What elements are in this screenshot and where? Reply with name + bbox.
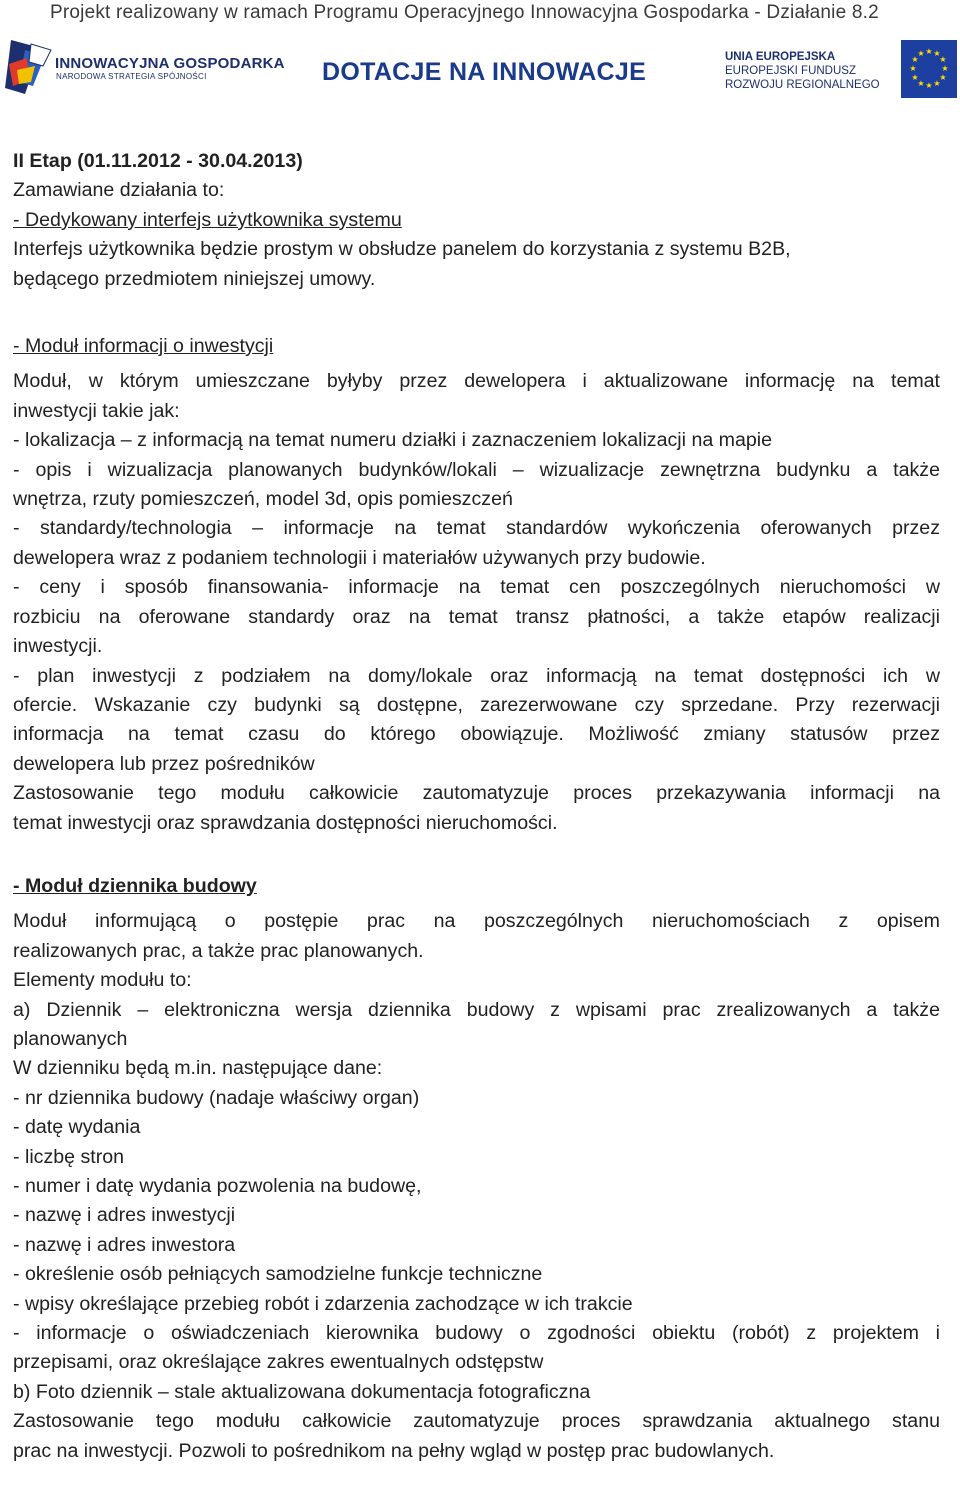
diary-line: przepisami, oraz określające zakres ewentualnych odstępstw (13, 1351, 544, 1374)
diary-line: Moduł informującą o postępie prac na poszczególnych nieruchomościach z opisem (13, 910, 940, 933)
diary-line: a) Dziennik – elektroniczna wersja dziennika budowy z wpisami prac zrealizowanych a także (13, 998, 940, 1021)
diary-line: - informacje o oświadczeniach kierownika budowy o zgodności obiektu (robót) z projektem i (13, 1322, 940, 1345)
info-line: rozbiciu na oferowane standardy oraz na temat transz płatności, a także etapów realizacji (13, 605, 940, 628)
info-line: ofercie. Wskazanie czy budynki są dostępne, zarezerwowane czy sprzedane. Przy rezerwacji (13, 693, 940, 716)
svg-text:★: ★ (911, 55, 919, 64)
info-line: wnętrza, rzuty pomieszczeń, model 3d, opis pomieszczeń (13, 488, 513, 511)
diary-line: - wpisy określające przebieg robót i zdarzenia zachodzące w ich trakcie (13, 1292, 633, 1315)
eu-logo-line2: EUROPEJSKI FUNDUSZ (725, 65, 856, 77)
svg-text:★: ★ (925, 81, 933, 90)
ui-text-line: Interfejs użytkownika będzie prostym w obsłudze panelem do korzystania z systemu B2B, (13, 238, 791, 261)
info-line: inwestycji takie jak: (13, 399, 180, 422)
diary-line: Elementy modułu to: (13, 969, 192, 992)
svg-text:★: ★ (917, 49, 925, 58)
diary-line: planowanych (13, 1027, 128, 1050)
eu-logo-line3: ROZWOJU REGIONALNEGO (725, 79, 880, 91)
diary-line: - nr dziennika budowy (nadaje właściwy organ) (13, 1086, 420, 1109)
info-line: dewelopera wraz z podaniem technologii i materiałów używanych przy budowie. (13, 546, 706, 569)
diary-line: b) Foto dziennik – stale aktualizowana dokumentacja fotograficzna (13, 1380, 591, 1403)
info-line: - lokalizacja – z informacją na temat numeru działki i zaznaczeniem lokalizacji na mapie (13, 429, 773, 452)
svg-text:★: ★ (933, 49, 941, 58)
diary-line: - liczbę stron (13, 1145, 125, 1168)
document-body (13, 147, 940, 1466)
svg-text:★: ★ (909, 64, 917, 73)
ig-logo-subtitle: NARODOWA STRATEGIA SPÓJNOŚCI (56, 72, 207, 81)
svg-text:★: ★ (939, 73, 947, 82)
ig-logo-name: INNOWACYJNA GOSPODARKA (55, 55, 285, 72)
diary-line: Zastosowanie tego modułu całkowicie zautomatyzuje proces sprawdzania aktualnego stanu (13, 1410, 940, 1433)
info-line: temat inwestycji oraz sprawdzania dostępności nieruchomości. (13, 811, 558, 834)
ig-logo-mark-icon (5, 36, 53, 98)
ui-text-line: będącego przedmiotem niniejszej umowy. (13, 267, 376, 290)
info-line: dewelopera lub przez pośredników (13, 752, 315, 775)
eu-flag-icon (901, 40, 957, 98)
svg-text:★: ★ (941, 64, 949, 73)
info-line: inwestycji. (13, 635, 103, 658)
eu-fund-logo (725, 40, 957, 100)
info-line: - plan inwestycji z podziałem na domy/lokale oraz informacją na temat dostępności ich w (13, 664, 940, 687)
diary-line: realizowanych prac, a także prac planowanych. (13, 939, 424, 962)
diary-line: - nazwę i adres inwestora (13, 1233, 236, 1256)
header-title: DOTACJE NA INNOWACJE (322, 58, 647, 86)
diary-line: - określenie osób pełniących samodzielne funkcje techniczne (13, 1263, 543, 1286)
info-line: Moduł, w którym umieszczane byłyby przez dewelopera i aktualizowane informację na temat (13, 370, 940, 393)
diary-line: W dzienniku będą m.in. następujące dane: (13, 1057, 383, 1080)
info-module-heading: - Moduł informacji o inwestycji (13, 335, 274, 358)
diary-line: - nazwę i adres inwestycji (13, 1204, 236, 1227)
diary-line: prac na inwestycji. Pozwoli to pośrednikom na pełny wgląd w postęp prac budowlanych. (13, 1439, 775, 1462)
info-line: - standardy/technologia – informacje na temat standardów wykończenia oferowanych przez (13, 517, 940, 540)
svg-text:★: ★ (939, 55, 947, 64)
info-line: - opis i wizualizacja planowanych budynków/lokali – wizualizacje zewnętrzna budynku a także (13, 458, 940, 481)
info-line: - ceny i sposób finansowania- informacje na temat cen poszczególnych nieruchomości w (13, 576, 940, 599)
diary-line: - datę wydania (13, 1116, 141, 1139)
ui-section-heading: - Dedykowany interfejs użytkownika systemu (13, 208, 402, 231)
svg-text:★: ★ (933, 79, 941, 88)
diary-line: - numer i datę wydania pozwolenia na budowę, (13, 1175, 422, 1197)
stage-heading: II Etap (01.11.2012 - 30.04.2013) (13, 150, 303, 172)
svg-text:★: ★ (911, 73, 919, 82)
ordered-actions-label: Zamawiane działania to: (13, 179, 225, 202)
info-line: informacja na temat czasu do którego obowiązuje. Możliwość zmiany statusów przez (13, 723, 940, 746)
svg-text:★: ★ (925, 47, 933, 56)
project-funding-line: Projekt realizowany w ramach Programu Operacyjnego Innowacyjna Gospodarka - Działanie 8.2 (50, 2, 879, 23)
eu-logo-line1: UNIA EUROPEJSKA (725, 51, 836, 63)
svg-text:★: ★ (917, 79, 925, 88)
info-line: Zastosowanie tego modułu całkowicie zautomatyzuje proces przekazywania informacji na (13, 782, 940, 805)
diary-module-heading: - Moduł dziennika budowy (13, 874, 257, 897)
innowacyjna-gospodarka-logo (5, 36, 285, 98)
